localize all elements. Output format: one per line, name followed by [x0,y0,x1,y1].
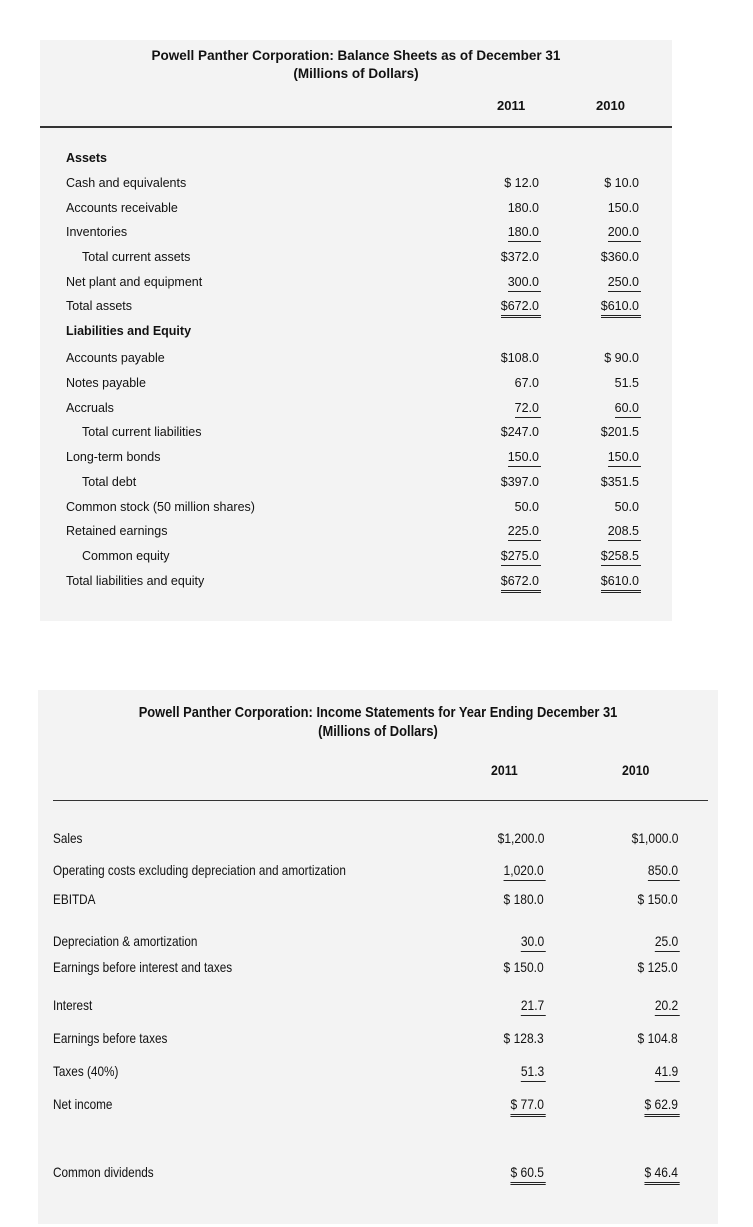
value-2011: 300.0 [508,275,539,289]
is-row-ebt [38,1030,718,1050]
row-label: Sales [53,830,83,846]
value-2011: $ 77.0 [511,1096,544,1112]
value-2011: 1,020.0 [504,862,544,878]
value-2011: 67.0 [514,376,539,390]
value-2010: 25.0 [655,933,678,949]
row-label: Accruals [66,401,114,415]
value-2011: $247.0 [500,425,539,439]
bs-row-common-stock [40,500,672,518]
row-label: Cash and equivalents [66,176,187,190]
value-2011: $672.0 [501,574,539,588]
is-row-net-income [38,1096,718,1116]
bs-row-retained-earnings [40,524,672,542]
value-2011: 72.0 [515,401,539,415]
row-label: Common stock (50 million shares) [66,500,255,514]
value-2010: $360.0 [600,250,639,264]
value-2011: $672.0 [501,299,539,313]
value-2011: 150.0 [508,450,539,464]
row-label: EBITDA [53,891,96,907]
bs-row-receivables [40,201,672,219]
value-2011: $ 180.0 [503,891,544,907]
balance-sheet-title: Powell Panther Corporation: Balance Sheets as of December 31 [151,48,561,63]
value-2010: 208.5 [608,524,639,538]
value-2010: $ 90.0 [604,351,639,365]
value-2011: 51.3 [521,1063,544,1079]
is-row-taxes [38,1063,718,1083]
row-label: Total liabilities and equity [66,574,205,588]
value-2011: $ 12.0 [504,176,539,190]
balance-sheet-year-2011: 2011 [497,98,526,113]
value-2010: 51.5 [614,376,639,390]
bs-row-long-term-bonds [40,450,672,468]
value-2010: 41.9 [655,1063,678,1079]
row-label: Notes payable [66,376,146,390]
bs-row-liabilities-heading [40,324,672,342]
is-row-common-dividends [38,1164,718,1184]
row-label: Taxes (40%) [53,1063,119,1079]
bs-row-common-equity [40,549,672,567]
value-2010: $610.0 [601,574,639,588]
value-2010: 60.0 [615,401,639,415]
value-2010: $1,000.0 [631,830,678,846]
row-label: Total debt [82,475,137,489]
is-row-operating-costs [38,862,718,882]
row-label: Inventories [66,225,128,239]
value-2011: 21.7 [521,997,544,1013]
value-2010: 150.0 [607,201,639,215]
row-label: Depreciation & amortization [53,933,198,949]
value-2011: $ 128.3 [503,1030,544,1046]
row-label: Long-term bonds [66,450,161,464]
value-2011: $372.0 [500,250,539,264]
value-2011: 225.0 [508,524,539,538]
bs-row-notes-payable [40,376,672,394]
value-2010: $ 10.0 [604,176,639,190]
row-label: Earnings before interest and taxes [53,959,233,975]
value-2010: 50.0 [614,500,639,514]
bs-row-total-debt [40,475,672,493]
value-2010: $351.5 [600,475,639,489]
row-label: Net plant and equipment [66,275,203,289]
bs-row-net-plant [40,275,672,293]
row-label: Earnings before taxes [53,1030,168,1046]
is-row-ebitda [38,891,718,911]
balance-sheet-subtitle: (Millions of Dollars) [293,66,419,81]
bs-row-inventories [40,225,672,243]
value-2011: $397.0 [500,475,539,489]
bs-row-accruals [40,401,672,419]
row-label: Accounts receivable [66,201,178,215]
income-statement-subtitle: (Millions of Dollars) [318,723,438,740]
is-row-sales [38,830,718,850]
row-label: Common equity [82,549,170,563]
value-2010: $258.5 [601,549,639,563]
bs-row-cash [40,176,672,194]
value-2010: $ 62.9 [645,1096,678,1112]
value-2010: 20.2 [655,997,678,1013]
value-2010: $ 46.4 [645,1164,678,1180]
income-statement-title: Powell Panther Corporation: Income Statements for Year Ending December 31 [138,704,618,721]
value-2010: 850.0 [648,862,678,878]
value-2011: 50.0 [514,500,539,514]
row-label: Total assets [66,299,133,313]
value-2010: $ 125.0 [637,959,678,975]
value-2010: $ 104.8 [637,1030,678,1046]
header-divider [53,800,708,801]
is-row-ebit [38,959,718,979]
bs-row-total-current-liabilities [40,425,672,443]
value-2011: $ 150.0 [503,959,544,975]
row-label: Interest [53,997,93,1013]
income-statement-year-2010: 2010 [622,762,650,778]
income-statement-panel [38,690,718,1224]
row-label: Common dividends [53,1164,154,1180]
bs-row-total-liabilities-equity [40,574,672,592]
row-label: Total current liabilities [82,425,202,439]
bs-row-assets-heading [40,151,672,169]
value-2011: $108.0 [500,351,539,365]
value-2010: 250.0 [608,275,639,289]
is-row-interest [38,997,718,1017]
row-label: Liabilities and Equity [66,324,192,338]
value-2010: $ 150.0 [637,891,678,907]
balance-sheet-year-2010: 2010 [596,98,625,113]
value-2011: $275.0 [501,549,539,563]
value-2010: $201.5 [600,425,639,439]
value-2011: $1,200.0 [497,830,544,846]
row-label: Assets [66,151,107,165]
row-label: Net income [53,1096,113,1112]
income-statement-year-2011: 2011 [491,762,518,778]
row-label: Total current assets [82,250,191,264]
balance-sheet-panel [40,40,672,621]
value-2010: 150.0 [608,450,639,464]
header-divider [40,126,672,128]
row-label: Operating costs excluding depreciation and amortization [53,862,346,878]
value-2011: 180.0 [507,201,539,215]
bs-row-accounts-payable [40,351,672,369]
bs-row-total-current-assets [40,250,672,268]
is-row-depreciation [38,933,718,953]
bs-row-total-assets [40,299,672,317]
value-2010: 200.0 [608,225,639,239]
row-label: Accounts payable [66,351,165,365]
value-2011: $ 60.5 [511,1164,544,1180]
value-2010: $610.0 [601,299,639,313]
value-2011: 30.0 [521,933,544,949]
row-label: Retained earnings [66,524,168,538]
value-2011: 180.0 [508,225,539,239]
